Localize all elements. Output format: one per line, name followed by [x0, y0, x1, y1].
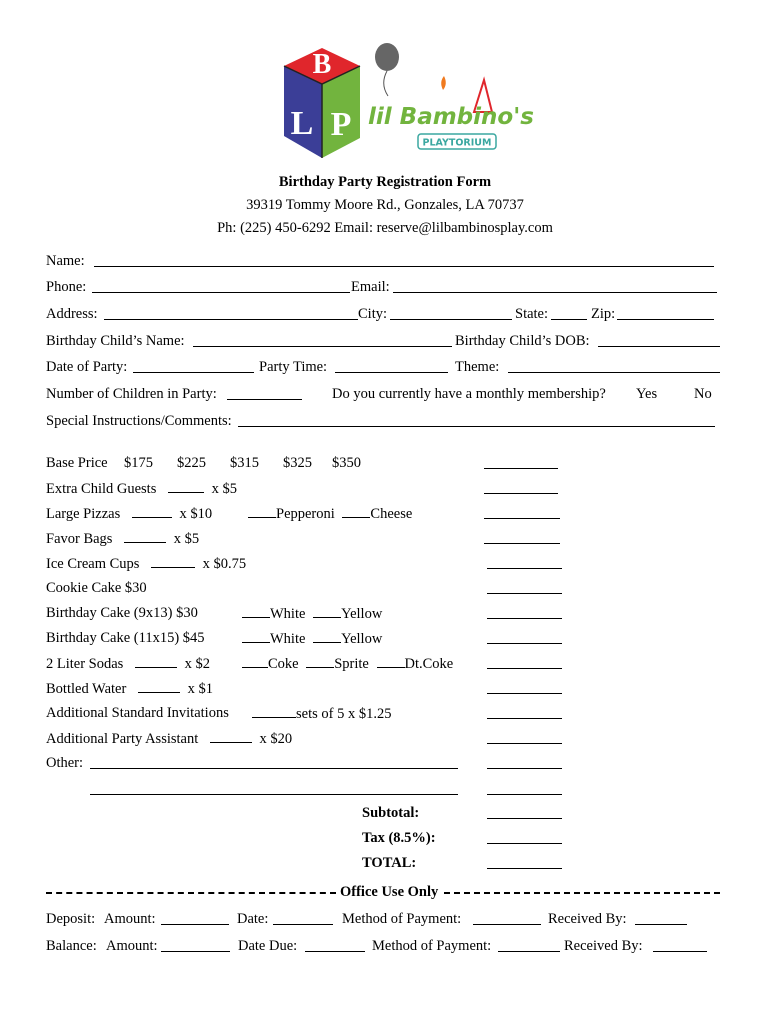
party-date-field[interactable] — [133, 372, 254, 373]
balloon-icon — [375, 43, 399, 71]
water-row — [46, 679, 213, 698]
cake-9x13-options — [242, 604, 382, 623]
pizza-price: x $10 — [179, 506, 213, 522]
party-time-label: Party Time: — [259, 359, 328, 375]
pizza-row — [46, 504, 212, 523]
extra-child-label: Extra Child Guests — [46, 481, 157, 497]
invites-qty-field[interactable] — [252, 704, 296, 718]
invites-label: Additional Standard Invitations — [46, 705, 229, 721]
favor-amount-field[interactable] — [484, 543, 560, 544]
theme-field[interactable] — [508, 372, 720, 373]
sodas-row — [46, 654, 210, 673]
balance-date-due-label: Date Due: — [238, 938, 298, 954]
other-field[interactable] — [90, 768, 458, 769]
email-label: Email: — [351, 279, 390, 295]
icecream-row — [46, 554, 246, 573]
city-field[interactable] — [390, 319, 512, 320]
coke-check-field[interactable] — [242, 654, 268, 668]
balance-method-label: Method of Payment: — [372, 938, 492, 954]
num-children-label: Number of Children in Party: — [46, 386, 217, 402]
contact-line: Ph: (225) 450-6292 Email: reserve@lilbambinosplay.com — [217, 220, 553, 236]
sodas-label: 2 Liter Sodas — [46, 656, 124, 672]
office-use-heading: Office Use Only — [340, 884, 439, 900]
cake-11x15-amount-field[interactable] — [487, 643, 562, 644]
cookie-cake-amount-field[interactable] — [487, 593, 562, 594]
water-amount-field[interactable] — [487, 693, 562, 694]
address-field[interactable] — [104, 319, 358, 320]
assistant-row — [46, 729, 292, 748]
favor-row — [46, 529, 199, 548]
cheese-check-field[interactable] — [342, 504, 370, 518]
cookie-cake-label: Cookie Cake $30 — [46, 580, 147, 596]
extra-child-row — [46, 479, 237, 498]
water-price: x $1 — [187, 681, 213, 697]
yellow-label: Yellow — [341, 606, 383, 622]
extra-child-qty-field[interactable] — [168, 479, 204, 493]
other-field-line2[interactable] — [90, 794, 458, 795]
invites-price: sets of 5 x $1.25 — [296, 706, 392, 722]
state-label: State: — [515, 306, 549, 322]
logo-graphic — [270, 40, 534, 162]
brand-subtitle: PLAYTORIUM — [422, 137, 492, 149]
sodas-qty-field[interactable] — [135, 654, 177, 668]
extra-child-price: x $5 — [211, 481, 237, 497]
deposit-amount-field[interactable] — [161, 924, 229, 925]
icecream-qty-field[interactable] — [151, 554, 195, 568]
num-children-field[interactable] — [227, 399, 302, 400]
zip-field[interactable] — [617, 319, 714, 320]
total-label: TOTAL: — [362, 855, 417, 871]
pizza-amount-field[interactable] — [484, 518, 560, 519]
deposit-date-label: Date: — [237, 911, 269, 927]
cake-9x13-amount-field[interactable] — [487, 618, 562, 619]
pepperoni-label: Pepperoni — [276, 506, 335, 522]
water-label: Bottled Water — [46, 681, 127, 697]
sprite-label: Sprite — [334, 656, 369, 672]
party-date-label: Date of Party: — [46, 359, 128, 375]
sodas-amount-field[interactable] — [487, 668, 562, 669]
other-label: Other: — [46, 755, 84, 771]
name-field[interactable] — [94, 266, 714, 267]
favor-qty-field[interactable] — [124, 529, 166, 543]
city-label: City: — [358, 306, 388, 322]
favor-price: x $5 — [173, 531, 200, 547]
candle-flame-icon — [441, 76, 446, 90]
assistant-price: x $20 — [259, 731, 293, 747]
cube-letter-l: L — [290, 105, 314, 142]
membership-yes[interactable]: Yes — [636, 386, 658, 402]
pizza-options — [248, 504, 412, 523]
assistant-qty-field[interactable] — [210, 729, 252, 743]
child-name-label: Birthday Child’s Name: — [46, 333, 185, 349]
cube-letter-p: P — [330, 106, 352, 143]
email-field[interactable] — [393, 292, 717, 293]
soda-options — [242, 654, 453, 673]
phone-label: Phone: — [46, 279, 87, 295]
dashed-rule-right — [444, 892, 720, 894]
deposit-label: Deposit: — [46, 911, 96, 927]
cake-11x15-yellow-field[interactable] — [313, 629, 341, 643]
extra-child-amount-field[interactable] — [484, 493, 558, 494]
child-name-field[interactable] — [193, 346, 452, 347]
brand-name: lil Bambino's — [368, 104, 534, 130]
other-amount-field[interactable] — [487, 768, 562, 769]
sprite-check-field[interactable] — [306, 654, 334, 668]
subtotal-field[interactable] — [487, 818, 562, 819]
membership-no[interactable]: No — [694, 386, 712, 402]
water-qty-field[interactable] — [138, 679, 180, 693]
cake-9x13-yellow-field[interactable] — [313, 604, 341, 618]
yellow-label: Yellow — [341, 631, 383, 647]
membership-question: Do you currently have a monthly membership? — [332, 386, 606, 402]
base-price-option[interactable]: $175 — [124, 455, 153, 471]
cheese-label: Cheese — [370, 506, 413, 522]
address-label: Address: — [46, 306, 98, 322]
office-divider — [46, 883, 720, 901]
deposit-received-field[interactable] — [635, 924, 687, 925]
other-amount-field-2[interactable] — [487, 794, 562, 795]
base-price-option[interactable]: $325 — [283, 455, 312, 471]
subtotal-label: Subtotal: — [362, 805, 420, 821]
form-title: Birthday Party Registration Form — [278, 174, 492, 190]
deposit-method-label: Method of Payment: — [342, 911, 462, 927]
balance-amount-label: Amount: — [106, 938, 158, 954]
special-instructions-label: Special Instructions/Comments: — [46, 413, 232, 429]
state-field[interactable] — [551, 319, 587, 320]
cake-9x13-white-field[interactable] — [242, 604, 270, 618]
balance-method-field[interactable] — [498, 951, 560, 952]
total-field[interactable] — [487, 868, 562, 869]
child-dob-field[interactable] — [598, 346, 720, 347]
party-time-field[interactable] — [335, 372, 448, 373]
white-label: White — [270, 606, 306, 622]
base-price-amount-field[interactable] — [484, 468, 558, 469]
assistant-label: Additional Party Assistant — [46, 731, 199, 747]
logo — [270, 40, 534, 162]
dashed-rule-left — [46, 892, 336, 894]
deposit-received-label: Received By: — [548, 911, 627, 927]
cake-11x15-white-field[interactable] — [242, 629, 270, 643]
icecream-amount-field[interactable] — [487, 568, 562, 569]
invites-amount-field[interactable] — [487, 718, 562, 719]
white-label: White — [270, 631, 306, 647]
dtcoke-label: Dt.Coke — [404, 656, 454, 672]
coke-label: Coke — [268, 656, 299, 672]
tax-label: Tax (8.5%): — [362, 830, 436, 846]
theme-label: Theme: — [455, 359, 500, 375]
icecream-label: Ice Cream Cups — [46, 556, 140, 572]
deposit-date-field[interactable] — [273, 924, 333, 925]
balance-label: Balance: — [46, 938, 97, 954]
pizza-label: Large Pizzas — [46, 506, 121, 522]
icecream-price: x $0.75 — [202, 556, 247, 572]
base-price-option[interactable]: $350 — [332, 455, 361, 471]
pepperoni-check-field[interactable] — [248, 504, 276, 518]
base-price-option[interactable]: $225 — [177, 455, 206, 471]
favor-label: Favor Bags — [46, 531, 113, 547]
special-instructions-field[interactable] — [238, 426, 715, 427]
assistant-amount-field[interactable] — [487, 743, 562, 744]
invites-row — [252, 704, 391, 723]
balance-amount-field[interactable] — [161, 951, 230, 952]
base-price-label: Base Price — [46, 455, 108, 471]
deposit-method-field[interactable] — [473, 924, 541, 925]
balance-received-label: Received By: — [564, 938, 643, 954]
deposit-amount-label: Amount: — [104, 911, 156, 927]
cake-11x15-options — [242, 629, 382, 648]
balance-received-field[interactable] — [653, 951, 707, 952]
phone-field[interactable] — [92, 292, 350, 293]
cube-letter-b: B — [312, 49, 332, 80]
cake-9x13-label: Birthday Cake (9x13) $30 — [46, 605, 198, 621]
tax-field[interactable] — [487, 843, 562, 844]
zip-label: Zip: — [591, 306, 616, 322]
business-address: 39319 Tommy Moore Rd., Gonzales, LA 70737 — [246, 197, 524, 213]
balance-date-due-field[interactable] — [305, 951, 365, 952]
sodas-price: x $2 — [184, 656, 210, 672]
child-dob-label: Birthday Child’s DOB: — [455, 333, 590, 349]
cake-11x15-label: Birthday Cake (11x15) $45 — [46, 630, 205, 646]
name-label: Name: — [46, 253, 85, 269]
pizza-qty-field[interactable] — [132, 504, 172, 518]
base-price-option[interactable]: $315 — [230, 455, 259, 471]
dtcoke-check-field[interactable] — [377, 654, 405, 668]
